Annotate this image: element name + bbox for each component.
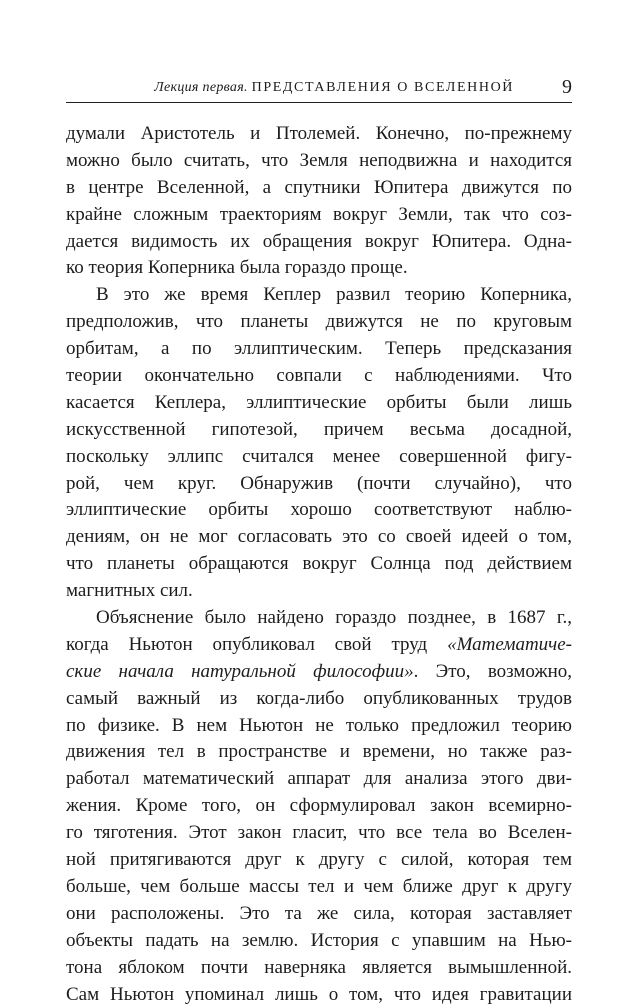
paragraph-2 <box>66 282 572 605</box>
text-line: объекты падать на землю. История с упавшим на Нью- <box>66 928 572 955</box>
paragraph-1 <box>66 121 572 282</box>
text-line: Сам Ньютон упоминал лишь о том, что идея гравитации <box>66 982 572 1008</box>
text-line: теории окончательно совпали с наблюдениями. Что <box>66 363 572 390</box>
text-line: В это же время Кеплер развил теорию Коперника, <box>66 282 572 309</box>
text-run: . Это, возможно, <box>414 661 572 682</box>
text-line: они расположены. Это та же сила, которая заставляет <box>66 901 572 928</box>
text-line: орбитам, а по эллиптическим. Теперь предсказания <box>66 336 572 363</box>
text-line: го тяготения. Этот закон гласит, что все тела во Вселен- <box>66 820 572 847</box>
text-line: жения. Кроме того, он сформулировал закон всемирно- <box>66 793 572 820</box>
text-line: поскольку эллипс считался менее совершенной фигу- <box>66 444 572 471</box>
book-title-italic: «Математиче- <box>447 634 572 655</box>
text-line: магнитных сил. <box>66 578 572 605</box>
text-run: когда Ньютон опубликовал свой труд <box>66 634 447 655</box>
text-line: ной притягиваются друг к другу с силой, которая тем <box>66 847 572 874</box>
running-header <box>66 76 572 102</box>
text-line: движения тел в пространстве и времени, но также раз- <box>66 739 572 766</box>
header-chapter-title: ПРЕДСТАВЛЕНИЯ О ВСЕЛЕННОЙ <box>252 80 514 95</box>
header-title <box>154 80 514 96</box>
text-line: можно было считать, что Земля неподвижна и находится <box>66 148 572 175</box>
text-line: что планеты обращаются вокруг Солнца под действием <box>66 551 572 578</box>
header-section-label: Лекция первая. <box>154 80 248 95</box>
text-line: думали Аристотель и Птолемей. Конечно, по-прежнему <box>66 121 572 148</box>
paragraph-3 <box>66 605 572 1008</box>
text-line: тона яблоком почти наверняка является вымышленной. <box>66 955 572 982</box>
page-number: 9 <box>562 76 572 99</box>
text-line: эллиптические орбиты хорошо соответствуют наблю- <box>66 497 572 524</box>
text-line: предположив, что планеты движутся не по круговым <box>66 309 572 336</box>
text-line: самый важный из когда-либо опубликованных трудов <box>66 686 572 713</box>
text-line: дается видимость их обращения вокруг Юпитера. Одна- <box>66 229 572 256</box>
text-line: искусственной гипотезой, причем весьма досадной, <box>66 417 572 444</box>
text-line <box>66 659 572 686</box>
text-line: ко теория Коперника была гораздо проще. <box>66 255 572 282</box>
body-text <box>66 121 572 1008</box>
text-line: Объяснение было найдено гораздо позднее, в 1687 г., <box>66 605 572 632</box>
text-line <box>66 632 572 659</box>
text-line: рой, чем круг. Обнаружив (почти случайно), что <box>66 471 572 498</box>
text-line: касается Кеплера, эллиптические орбиты были лишь <box>66 390 572 417</box>
book-title-italic: ские начала натуральной философии» <box>66 661 414 682</box>
text-line: дениям, он не мог согласовать это со своей идеей о том, <box>66 524 572 551</box>
text-line: по физике. В нем Ньютон не только предложил теорию <box>66 713 572 740</box>
text-line: больше, чем больше массы тел и чем ближе друг к другу <box>66 874 572 901</box>
text-line: работал математический аппарат для анализа этого дви- <box>66 766 572 793</box>
text-line: крайне сложным траекториям вокруг Земли, так что соз- <box>66 202 572 229</box>
text-line: в центре Вселенной, а спутники Юпитера движутся по <box>66 175 572 202</box>
header-rule <box>66 102 572 103</box>
